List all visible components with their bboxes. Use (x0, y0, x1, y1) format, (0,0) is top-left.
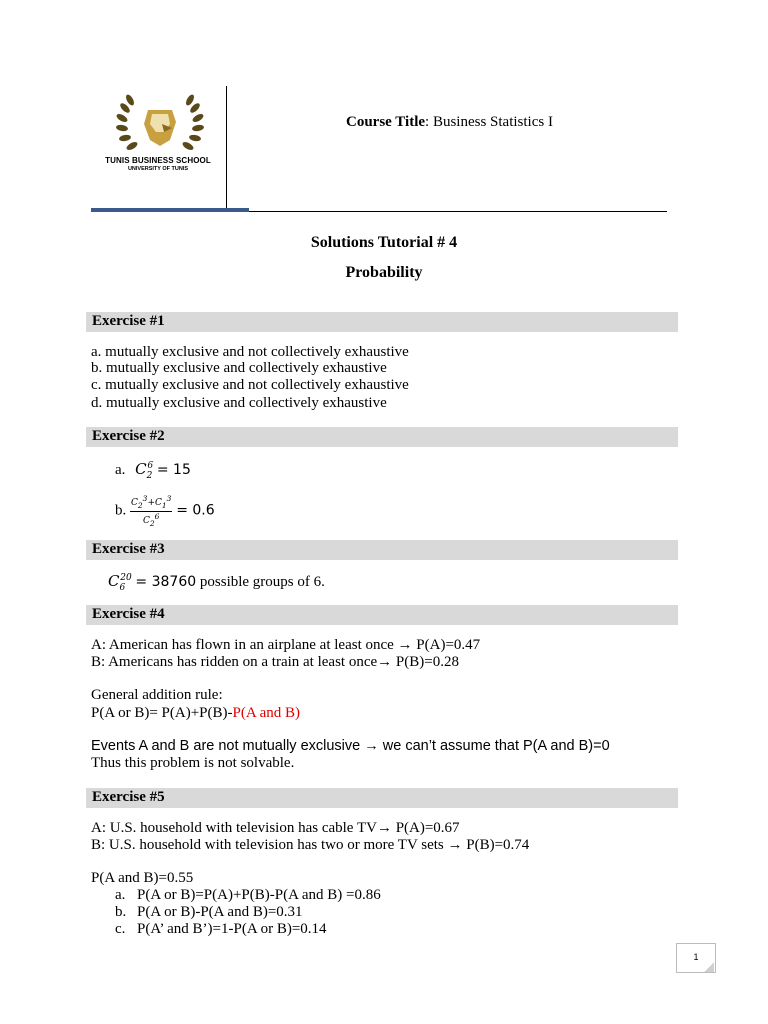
ex4-rule-red: P(A and B) (232, 705, 301, 721)
ex2-a-result: = 15 (156, 462, 191, 478)
header-rule (249, 211, 667, 212)
exercise-3-label: Exercise #3 (92, 541, 165, 557)
ex4-rule-label: General addition rule: (91, 687, 223, 703)
ex4-rule-main: P(A or B)= P(A)+P(B)- (91, 705, 233, 721)
exercise-2-label: Exercise #2 (92, 428, 165, 444)
ex5-a-label: a. (115, 887, 126, 903)
ex3-result: = 38760 (135, 574, 197, 590)
ex1-line-a: a. mutually exclusive and not collectively exhaustive (91, 344, 409, 360)
ex4-note-1: Events A and B are not mutually exclusive → we can’t assume that P(A and B)=0 (91, 738, 610, 754)
header-rule-blue (91, 208, 249, 212)
header-divider (226, 86, 227, 211)
ex5-c-text: P(A’ and B’)=1-P(A or B)=0.14 (137, 921, 327, 937)
ex5-item-b (115, 904, 303, 921)
exercise-1-label: Exercise #1 (92, 313, 165, 329)
course-value: : Business Statistics I (425, 114, 553, 130)
course-label: Course Title (346, 114, 426, 130)
ex1-line-c: c. mutually exclusive and not collectively exhaustive (91, 377, 409, 393)
ex5-b-label: b. (115, 904, 127, 920)
page-fold-icon (704, 962, 714, 972)
ex4-line-b: B: Americans has ridden on a train at least once→ P(B)=0.28 (91, 654, 459, 670)
document-title: Solutions Tutorial # 4 (310, 234, 458, 251)
ex5-a-text: P(A or B)=P(A)+P(B)-P(A and B) =0.86 (137, 887, 381, 903)
school-name: TUNIS BUSINESS SCHOOL (105, 156, 211, 165)
ex5-line-b: B: U.S. household with television has two or more TV sets → P(B)=0.74 (91, 837, 530, 853)
exercise-2-heading (86, 427, 678, 447)
ex2-b-fraction: $\frac{C_2^3+C_1^3}{C_2^6}$ (131, 494, 172, 528)
ex4-rule (91, 705, 300, 722)
ex2-item-b (115, 494, 215, 529)
university-name: UNIVERSITY OF TUNIS (127, 166, 189, 172)
document-subtitle: Probability (345, 264, 423, 281)
exercise-1-heading (86, 312, 678, 332)
ex2-item-a (115, 460, 191, 481)
exercise-4-label: Exercise #4 (92, 606, 165, 622)
ex5-given: P(A and B)=0.55 (91, 870, 194, 886)
ex5-item-c (115, 921, 327, 938)
ex1-line-b: b. mutually exclusive and collectively exhaustive (91, 360, 387, 376)
course-title (346, 114, 553, 131)
school-logo (100, 88, 220, 188)
ex2-b-result: = 0.6 (176, 502, 215, 519)
ex3-text: possible groups of 6. (196, 574, 325, 590)
ex4-note-2: Thus this problem is not solvable. (91, 755, 295, 771)
exercise-5-heading (86, 788, 678, 808)
exercise-5-label: Exercise #5 (92, 789, 165, 805)
ex5-line-a: A: U.S. household with television has cable TV→ P(A)=0.67 (91, 820, 460, 836)
ex3-combination: $C_6^{20}$ (108, 572, 132, 593)
ex2-a-label: a. (115, 462, 126, 478)
ex4-line-a: A: American has flown in an airplane at least once → P(A)=0.47 (91, 637, 481, 653)
ex5-c-label: c. (115, 921, 126, 937)
ex2-b-label: b. (115, 502, 127, 519)
ex3-answer (108, 572, 325, 593)
ex5-b-text: P(A or B)-P(A and B)=0.31 (137, 904, 303, 920)
page-number: 1 (693, 952, 699, 962)
ex1-line-d: d. mutually exclusive and collectively exhaustive (91, 395, 387, 411)
ex5-item-a (115, 887, 381, 904)
exercise-4-heading (86, 605, 678, 625)
ex2-a-combination: $C_2^6$ (135, 460, 154, 481)
exercise-3-heading (86, 540, 678, 560)
